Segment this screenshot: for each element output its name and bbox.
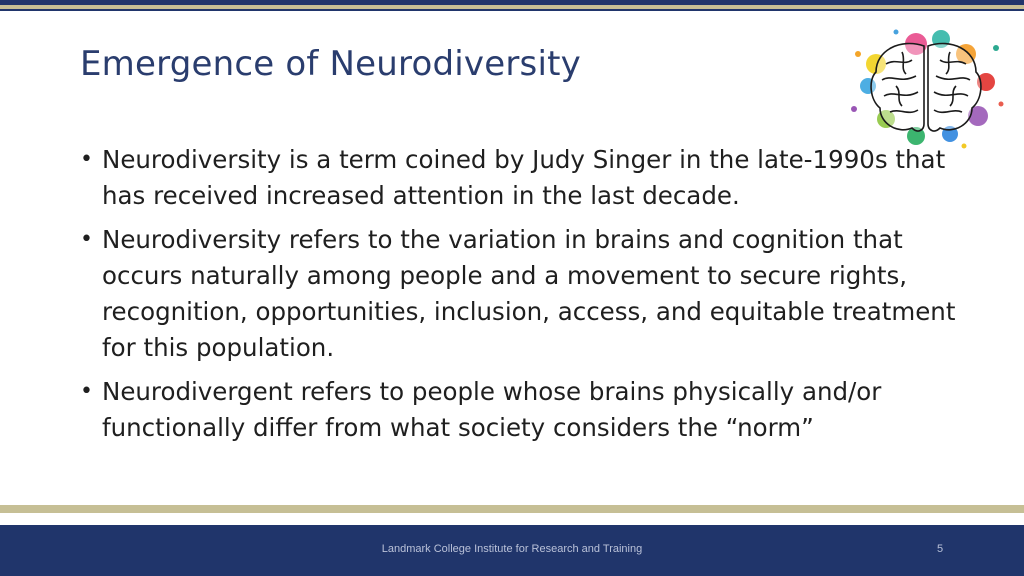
bullet-text: Neurodiversity refers to the variation in brains and cognition that occurs naturally among people and a movement to secure rights, recognition, opportunities, inclusion, access, and equitable treatment for this population. (102, 225, 956, 362)
footer-text: Landmark College Institute for Research and Training (381, 543, 643, 555)
bullet-item (80, 142, 985, 214)
colorful-brain-icon (846, 24, 1006, 152)
bottom-accent-stripe (0, 505, 1024, 513)
bullet-text: Neurodivergent refers to people whose brains physically and/or functionally differ from what society considers the “norm” (102, 377, 882, 442)
bullet-marker: • (80, 147, 93, 172)
bullet-marker: • (80, 379, 93, 404)
bullet-marker: • (80, 227, 93, 252)
slide-title: Emergence of Neurodiversity (80, 44, 581, 84)
bullet-text: Neurodiversity is a term coined by Judy Singer in the late-1990s that has received increased attention in the last decade. (102, 145, 946, 210)
page-number: 5 (936, 543, 944, 555)
top-accent-line (0, 9, 1024, 11)
bullet-item (80, 222, 985, 366)
bottom-spacer (0, 513, 1024, 525)
footer-bar (0, 525, 1024, 576)
bullet-item (80, 374, 985, 446)
bullet-list (80, 142, 985, 454)
